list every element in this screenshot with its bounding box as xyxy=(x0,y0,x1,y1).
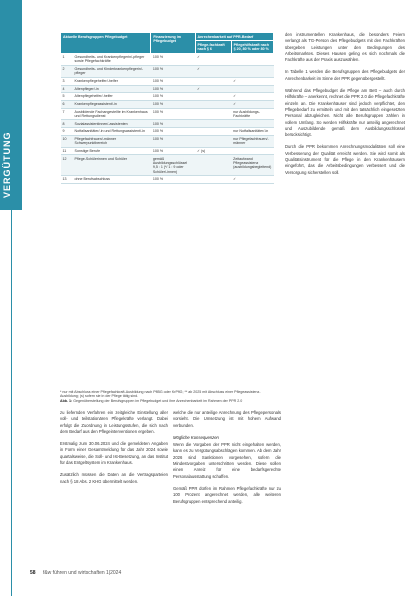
paragraph: Wenn die Vorgaben der PPR nicht eingehalten werden, kann es zu Vergütungsabschlägen kommen. Ab dem Jahr 2026 sind Sanktionen vorgesehen, sofern die Mindestvorgaben unterschritten werden. Diese sollen einen Anreiz für eine bedarfsgerechte Personalausstattung schaffen. xyxy=(173,442,281,479)
row-financing: 100 % xyxy=(151,77,195,85)
row-financing: 100 % xyxy=(151,128,195,136)
row-group: Gesundheits- und Krankenpflegerin/-pfleger sowie Pflegefachkräfte xyxy=(73,53,151,65)
row-group: Krankenpflegeassistent/-in xyxy=(73,100,151,108)
row-assistant: nur Ausbildungs-Fachkräfte xyxy=(231,108,273,120)
header-financing: Finanzierung im Pflegebudget xyxy=(151,33,195,54)
row-number: 7 xyxy=(61,108,73,120)
row-group: Gesundheits- und Kinderkrankenpflegerin/-pfleger xyxy=(73,65,151,77)
row-financing: 100 % xyxy=(151,100,195,108)
row-number: 5 xyxy=(61,93,73,101)
row-skilled xyxy=(195,77,231,85)
table-caption xyxy=(60,390,274,403)
caption-notes: * nur mit Abschluss einer Pflegefachkraft-Ausbildung nach PflBG oder KrPflG; ** ab 2025 mit Abschluss einer Pflegeassistenz-Ausbildung; (s) sofern sie in der Pflege tätig sind. xyxy=(60,390,261,399)
page-number: 58 xyxy=(30,570,36,576)
subheading: Mögliche Konsequenzen xyxy=(173,434,219,440)
paragraph: Während das Pflegebudget die Pflege am Bett – auch durch Hilfskräfte – anerkennt, rechnet die PPR 2.0 die Pflegefachkräfte einzeln an. Die Krankenhäuser sind jedoch verpflichtet, den Pflegebedarf zu ermitteln und mit den tatsächlich eingesetzten Personal abzugleichen. Nicht alle Berufsgruppen zählen in vollem Umfang. So werden Hilfskräfte nur anteilig angerechnet und Auszubildende gemäß dem Ausbildungsschlüssel berücksichtigt. xyxy=(285,88,405,138)
table-row xyxy=(61,147,274,155)
text-column-right xyxy=(285,32,405,182)
row-group: Altenpflegehelfer/-helfer xyxy=(73,93,151,101)
row-assistant xyxy=(231,85,273,93)
row-number: 11 xyxy=(61,147,73,155)
row-assistant: ✓ xyxy=(231,93,273,101)
table-row xyxy=(61,93,274,101)
row-financing: 100 % xyxy=(151,135,195,147)
row-assistant: Zeitaufwand Pflegeassistenz (ausbildungsbegleitend) xyxy=(231,155,273,176)
row-assistant xyxy=(231,53,273,65)
row-skilled: ✓ xyxy=(195,53,231,65)
row-number: 6 xyxy=(61,100,73,108)
paragraph: Zusätzlich müssen die Daten an die Vertragsparteien nach § 18 Abs. 2 KHG übermittelt werden. xyxy=(60,472,168,484)
text-column-left xyxy=(60,410,168,491)
row-skilled: ✓ xyxy=(195,85,231,93)
row-financing: 100 % xyxy=(151,120,195,128)
row-financing: 100 % xyxy=(151,147,195,155)
row-number: 2 xyxy=(61,65,73,77)
table-row xyxy=(61,85,274,93)
sidebar-line xyxy=(11,210,12,596)
row-financing: 100 % xyxy=(151,65,195,77)
table-row xyxy=(61,128,274,136)
row-number: 13 xyxy=(61,176,73,184)
row-financing: 100 % xyxy=(151,53,195,65)
row-skilled xyxy=(195,100,231,108)
row-group: Pflegefachfrauen/-männer Schwerpunktbereich xyxy=(73,135,151,147)
table-row xyxy=(61,53,274,65)
row-skilled xyxy=(195,128,231,136)
row-financing: gemäß Ausbildungsschlüssel 9,5 : 1 (*/ 1 : 9 oder Schüler/-innen) xyxy=(151,155,195,176)
row-skilled xyxy=(195,120,231,128)
row-skilled: ✓ (s) xyxy=(195,147,231,155)
budget-table xyxy=(60,32,274,184)
row-number: 8 xyxy=(61,120,73,128)
table-row xyxy=(61,65,274,77)
table-row xyxy=(61,108,274,120)
table-row xyxy=(61,135,274,147)
row-assistant xyxy=(231,147,273,155)
row-assistant: ✓ xyxy=(231,176,273,184)
row-skilled: ✓ xyxy=(195,65,231,77)
table-row xyxy=(61,155,274,176)
row-skilled xyxy=(195,108,231,120)
row-group: Altenpfleger/-in xyxy=(73,85,151,93)
table-row xyxy=(61,120,274,128)
row-group: Ausbildende Fachangestellte im Krankenhaus und Rettungsdienst xyxy=(73,108,151,120)
row-financing: 100 % xyxy=(151,108,195,120)
row-assistant xyxy=(231,120,273,128)
row-group: Sonstige Berufe xyxy=(73,147,151,155)
row-skilled xyxy=(195,176,231,184)
caption-title: Abb. 1: xyxy=(60,398,73,403)
paragraph: Erstmalig zum 30.06.2024 und die gemeldeten Angaben in Form einer Gesamtmeldung für das Jahr 2024 sowie quartalsweise, die Soll- und Ist-Besetzung, an das Institut für das Entgeltsystem im Krankenhaus. xyxy=(60,441,168,466)
table-row xyxy=(61,176,274,184)
header-skilled: Pflege-fachkraft nach § 6 xyxy=(195,41,231,54)
paragraph: welche die nur anteilige Anrechnung des Pflegepersonals vorsieht. Die Umsetzung ist mit hohem Aufwand verbunden. xyxy=(173,410,281,428)
paragraph: den instrumentellen Krankenhaus, die besonders Feiern verlangt als TG-Person des Pflegebudgets mit den Fachkräften übergeben Leistungen unter den Bedingungen des Arbeitsmarktes. Dieses Hausen geling es sich nochmals die Fachkräfte aus der Praxis auszuwählen. xyxy=(285,32,405,63)
journal-name: f&w führen und wirtschaften 1|2024 xyxy=(42,570,122,576)
row-assistant: nur Pflegefachfrauen/-männer xyxy=(231,135,273,147)
row-number: 12 xyxy=(61,155,73,176)
row-group: ohne Berufsabschluss xyxy=(73,176,151,184)
header-subhead: Anrechenbarkeit auf PPR-Bedarf xyxy=(195,33,273,41)
row-group: Notfallsanitäter/-in und Rettungsassistent/-in xyxy=(73,128,151,136)
paragraph: In Tabelle 1 werden die Berufsgruppen des Pflegebudgets der Anrechenbarkeit im Sinne der PPR gegenübergestellt. xyxy=(285,69,405,81)
header-assistant: Pflegehilfskraft nach § 20, 80 % oder 80 % xyxy=(231,41,273,54)
row-financing: 100 % xyxy=(151,85,195,93)
table-row xyxy=(61,100,274,108)
row-assistant: ✓ xyxy=(231,77,273,85)
page-footer xyxy=(30,570,121,576)
row-skilled xyxy=(195,135,231,147)
row-financing: 100 % xyxy=(151,93,195,101)
row-number: 3 xyxy=(61,77,73,85)
text-column-middle xyxy=(173,410,281,511)
row-assistant: nur Notfallsanitäter/-in xyxy=(231,128,273,136)
table-row xyxy=(61,77,274,85)
row-number: 4 xyxy=(61,85,73,93)
paragraph: Durch die PPR bekommen Anrechnungsmodalitäten soll eine Verbesserung der Qualität erreicht werden. Sie wird somit als Qualitätsinstrument für die Pflege in den Krankenhäusern eingeführt, das die Arbeitsbedingungen verbessert und die Versorgung sicherstellen soll. xyxy=(285,144,405,175)
row-skilled xyxy=(195,93,231,101)
row-financing: 100 % xyxy=(151,176,195,184)
table-body xyxy=(61,53,274,183)
row-assistant: ✓ xyxy=(231,100,273,108)
row-number: 1 xyxy=(61,53,73,65)
row-skilled xyxy=(195,155,231,176)
header-group: Aktuelle Berufsgruppen Pflegebudget xyxy=(61,33,151,54)
row-group: Sozialassistentinnen/-assistenten xyxy=(73,120,151,128)
row-number: 9 xyxy=(61,128,73,136)
row-group: Krankenpflegehelfer/-helfer xyxy=(73,77,151,85)
section-label: VERGÜTUNG xyxy=(2,131,12,199)
caption-text: Gegenüberstellung der Berufsgruppen im Pflegebudget und ihre Anrechenbarkeit im Rahmen der PPR 2.0 xyxy=(73,398,243,403)
paragraph: Gemäß PPR dürfen im Rahmen Pflegefachkräfte nur zu 100 Prozent angerechnet werden, alle weiteren Berufsgruppen entsprechend anteilig. xyxy=(173,485,281,504)
row-group: Pflege-Schülerinnen und Schüler xyxy=(73,155,151,176)
row-assistant xyxy=(231,65,273,77)
paragraph: zu liefernden Verfahren ein zeitgleiche Einstellung aller voll- und teilstationären Pflegekräfte verlangt. Dabei erfolgt die Zuordnung in Leistungsstufen, die sich nach dem Bedarf aus den Pflegeinterventionen ergeben. xyxy=(60,410,168,434)
row-number: 10 xyxy=(61,135,73,147)
sidebar xyxy=(0,0,22,596)
